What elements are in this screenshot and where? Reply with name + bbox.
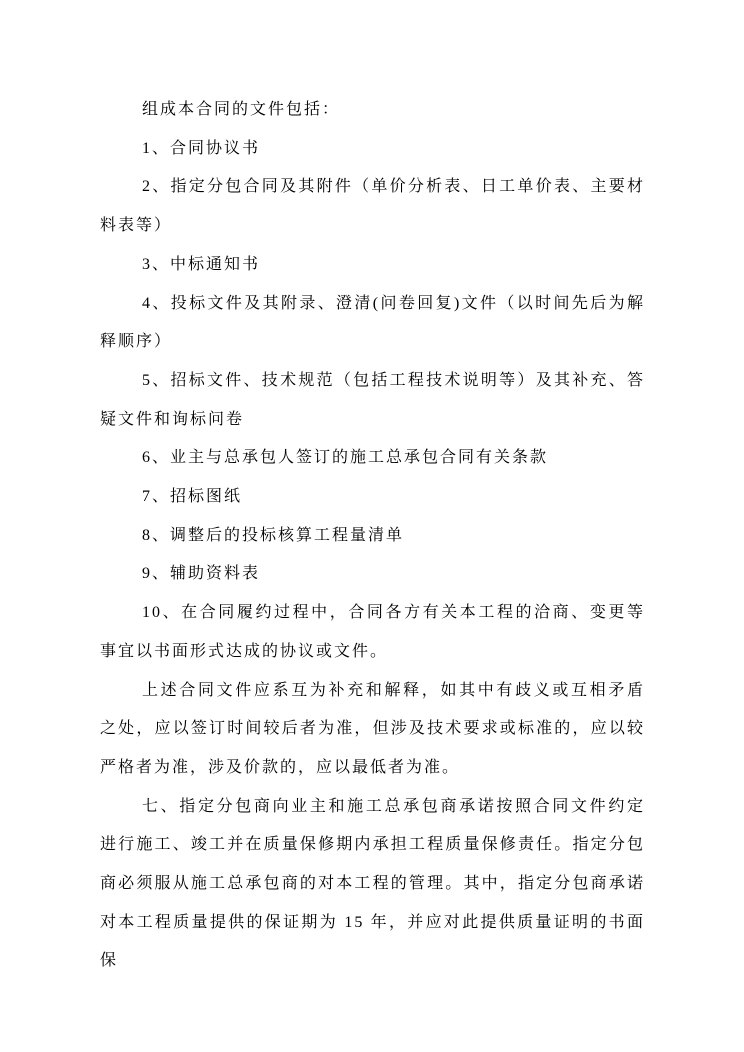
document-body xyxy=(100,91,645,981)
paragraph-item-2: 2、指定分包合同及其附件（单价分析表、日工单价表、主要材料表等） xyxy=(100,178,645,235)
paragraph-item-4: 4、投标文件及其附录、澄清(问卷回复)文件（以时间先后为解释顺序） xyxy=(100,294,645,351)
paragraph-item-5: 5、招标文件、技术规范（包括工程技术说明等）及其补充、答疑文件和询标问卷 xyxy=(100,371,645,428)
paragraph-intro: 组成本合同的文件包括： xyxy=(142,101,341,118)
paragraph-item-1: 1、合同协议书 xyxy=(142,139,261,157)
paragraph-item-6: 6、业主与总承包人签订的施工总承包合同有关条款 xyxy=(142,449,549,467)
paragraph-interpretation: 上述合同文件应系互为补充和解释，如其中有歧义或互相矛盾之处，应以签订时间较后者为准，但涉及技术要求或标准的，应以较严格者为准，涉及价款的，应以最低者为准。 xyxy=(100,681,645,776)
paragraph-clause-7: 七、指定分包商向业主和施工总承包商承诺按照合同文件约定进行施工、竣工并在质量保修期内承担工程质量保修责任。指定分包商必须服从施工总承包商的对本工程的管理。其中，指定分包商承诺对本工程质量提供的保证期为 15 年，并应对此提供质量证明的书面保 xyxy=(100,797,645,970)
paragraph-item-10: 10、在合同履约过程中，合同各方有关本工程的洽商、变更等事宜以书面形式达成的协议或文件。 xyxy=(100,604,645,660)
paragraph-item-9: 9、辅助资料表 xyxy=(142,565,261,583)
paragraph-item-7: 7、招标图纸 xyxy=(142,488,243,506)
paragraph-item-3: 3、中标通知书 xyxy=(142,255,261,273)
paragraph-item-8: 8、调整后的投标核算工程量清单 xyxy=(142,526,405,544)
